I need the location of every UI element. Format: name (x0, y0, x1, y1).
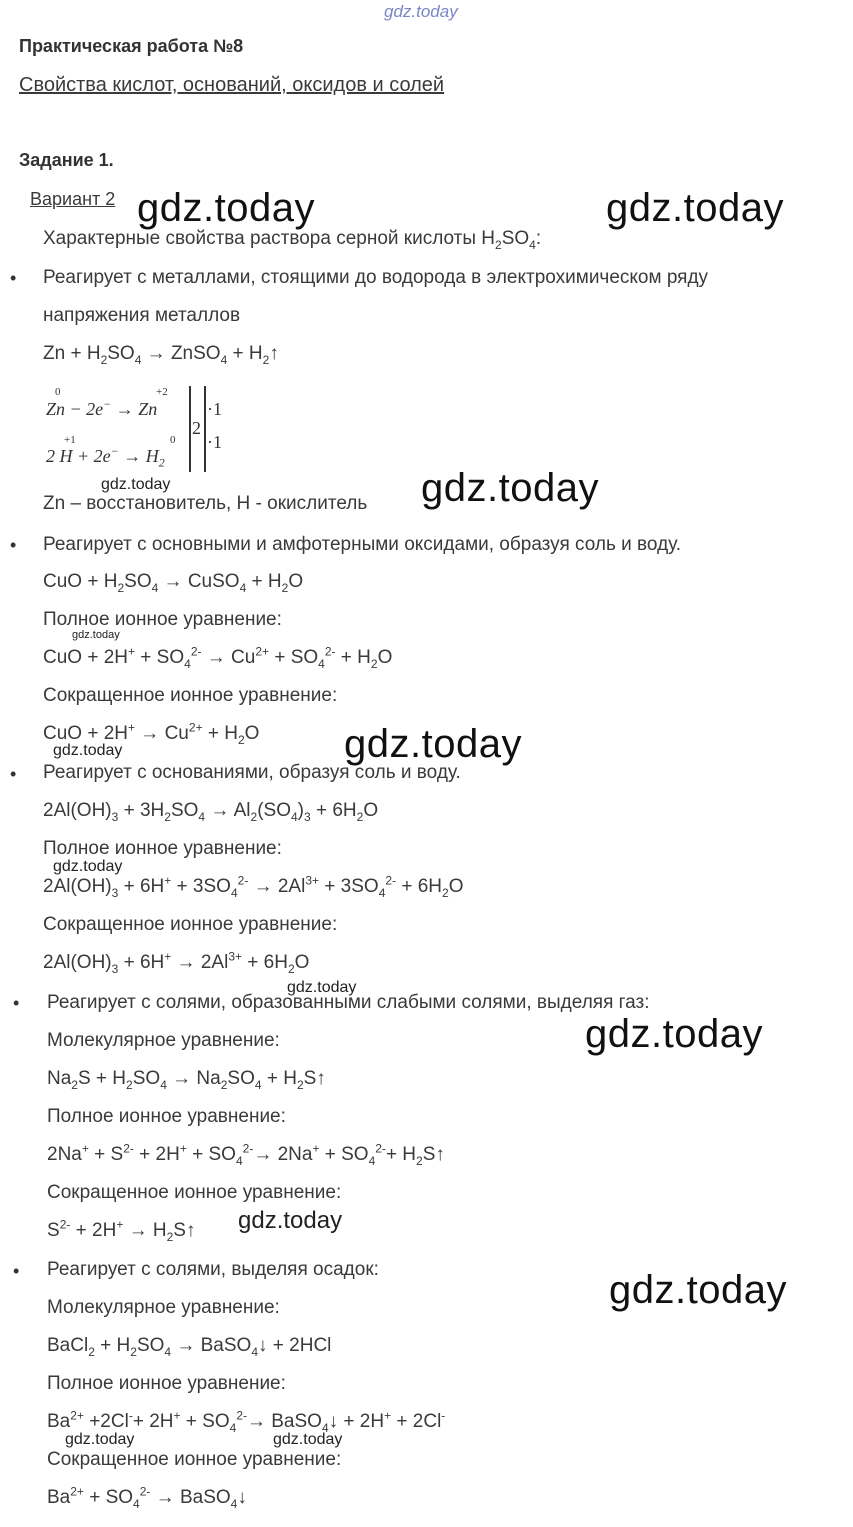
task-label: Задание 1. (19, 150, 114, 170)
watermark-small: gdz.today (53, 858, 123, 875)
section5-text: Реагирует с солями, выделяя осадок: (47, 1259, 379, 1280)
equation-8: $Na_2S + H_2SO_4 \to Na_2SO_4$ + $H_2S↑$ (47, 1068, 326, 1092)
equation-3: CuO + $2H^+ + SO_4^{2-} \to Cu^{2+} + SO_4^{2-} + H_2O$ (43, 644, 393, 671)
section1-text: Реагирует с металлами, стоящими до водорода в электрохимическом ряду (43, 267, 709, 288)
page-title: Практическая работа №8 (19, 36, 244, 56)
molecular-label: Молекулярное уравнение: (47, 1297, 280, 1318)
equation-11: BaCl$_2$ + $H_2SO_4$ → BaSO$_4$↓ + 2HCl (47, 1335, 332, 1359)
equation-13: $Ba^{2+} + SO_4^{2-}$ → BaSO$_4$↓ (47, 1484, 247, 1511)
equation-10: $S^{2-} + 2H^+$ → $H_2S↑$ (47, 1217, 196, 1244)
watermark: gdz.today (421, 466, 599, 510)
section1-conclusion: Zn – восстановитель, H - окислитель (43, 493, 368, 514)
watermark-small: gdz.today (273, 1431, 343, 1448)
equation-7: $2Al(OH)_3 + 6H^+ \to 2Al^{3+} + 6H_2O$ (43, 949, 310, 976)
short-ionic-label: Сокращенное ионное уравнение: (43, 685, 338, 706)
short-ionic-label: Сокращенное ионное уравнение: (43, 914, 338, 935)
page-subtitle: Свойства кислот, оснований, оксидов и солей (19, 74, 445, 96)
watermark-top: gdz.today (384, 2, 458, 21)
watermark-small: gdz.today (53, 742, 123, 759)
full-ionic-label: Полное ионное уравнение: (47, 1106, 286, 1127)
molecular-label: Молекулярное уравнение: (47, 1030, 280, 1051)
full-ionic-label: Полное ионное уравнение: (47, 1373, 286, 1394)
watermark-small: gdz.today (72, 629, 120, 641)
watermark: gdz.today (585, 1012, 763, 1056)
watermark: gdz.today (344, 722, 522, 766)
full-ionic-label: Полное ионное уравнение: (43, 838, 282, 859)
watermark-small: gdz.today (238, 1207, 343, 1234)
short-ionic-label: Сокращенное ионное уравнение: (47, 1182, 342, 1203)
watermark: gdz.today (606, 186, 784, 230)
watermark: gdz.today (609, 1268, 787, 1312)
equation-5: $2Al(OH)_3 + 3H_2SO_4 \to Al_2(SO_4)_3 + 6H_2O$ (43, 800, 379, 824)
equation-12: $Ba^{2+} +2Cl^-+ 2H^+ + SO_4^{2-}\to$ BaSO$_4$↓ + 2H+ + 2Cl- (47, 1408, 446, 1435)
bullet: • (10, 764, 17, 784)
equation-4: CuO + $2H^+ \to Cu^{2+} + H_2O$ (43, 720, 260, 747)
section3-text: Реагирует с основаниями, образуя соль и воду. (43, 762, 461, 783)
bullet: • (10, 268, 17, 288)
watermark-small: gdz.today (101, 476, 171, 493)
watermark-small: gdz.today (65, 1431, 135, 1448)
section2-text: Реагирует с основными и амфотерными оксидами, образуя соль и воду. (43, 534, 682, 555)
full-ionic-label: Полное ионное уравнение: (43, 609, 282, 630)
watermark: gdz.today (137, 186, 315, 230)
watermark-small: gdz.today (287, 979, 357, 996)
short-ionic-label: Сокращенное ионное уравнение: (47, 1449, 342, 1470)
equation-2: CuO + $H_2SO_4$ → CuSO$_4$ + $H_2O$ (43, 571, 304, 595)
section1-text-cont: напряжения металлов (43, 305, 241, 326)
bullet: • (13, 993, 20, 1013)
equation-6: $2Al(OH)_3 + 6H^+ + 3SO_4^{2-} \to 2Al^{3+} + 3SO_4^{2-} + 6H_2O$ (43, 873, 464, 900)
equation-1: $Zn + H_2SO_4$ → ZnSO$_4$ + $H_2↑$ (43, 343, 279, 367)
bullet: • (13, 1261, 20, 1281)
equation-9: $2Na^+ + S^{2-} + 2H^+ + SO_4^{2-}\to 2Na^+ + SO_4^{2-}+$ $H_2S↑$ (47, 1141, 445, 1168)
variant-label: Вариант 2 (30, 189, 116, 209)
section4-text: Реагирует с солями, образованными слабыми солями, выделяя газ: (47, 992, 650, 1013)
task-intro: Характерные свойства раствора серной кислоты $H_2SO_4$: (43, 228, 542, 252)
bullet: • (10, 535, 17, 555)
